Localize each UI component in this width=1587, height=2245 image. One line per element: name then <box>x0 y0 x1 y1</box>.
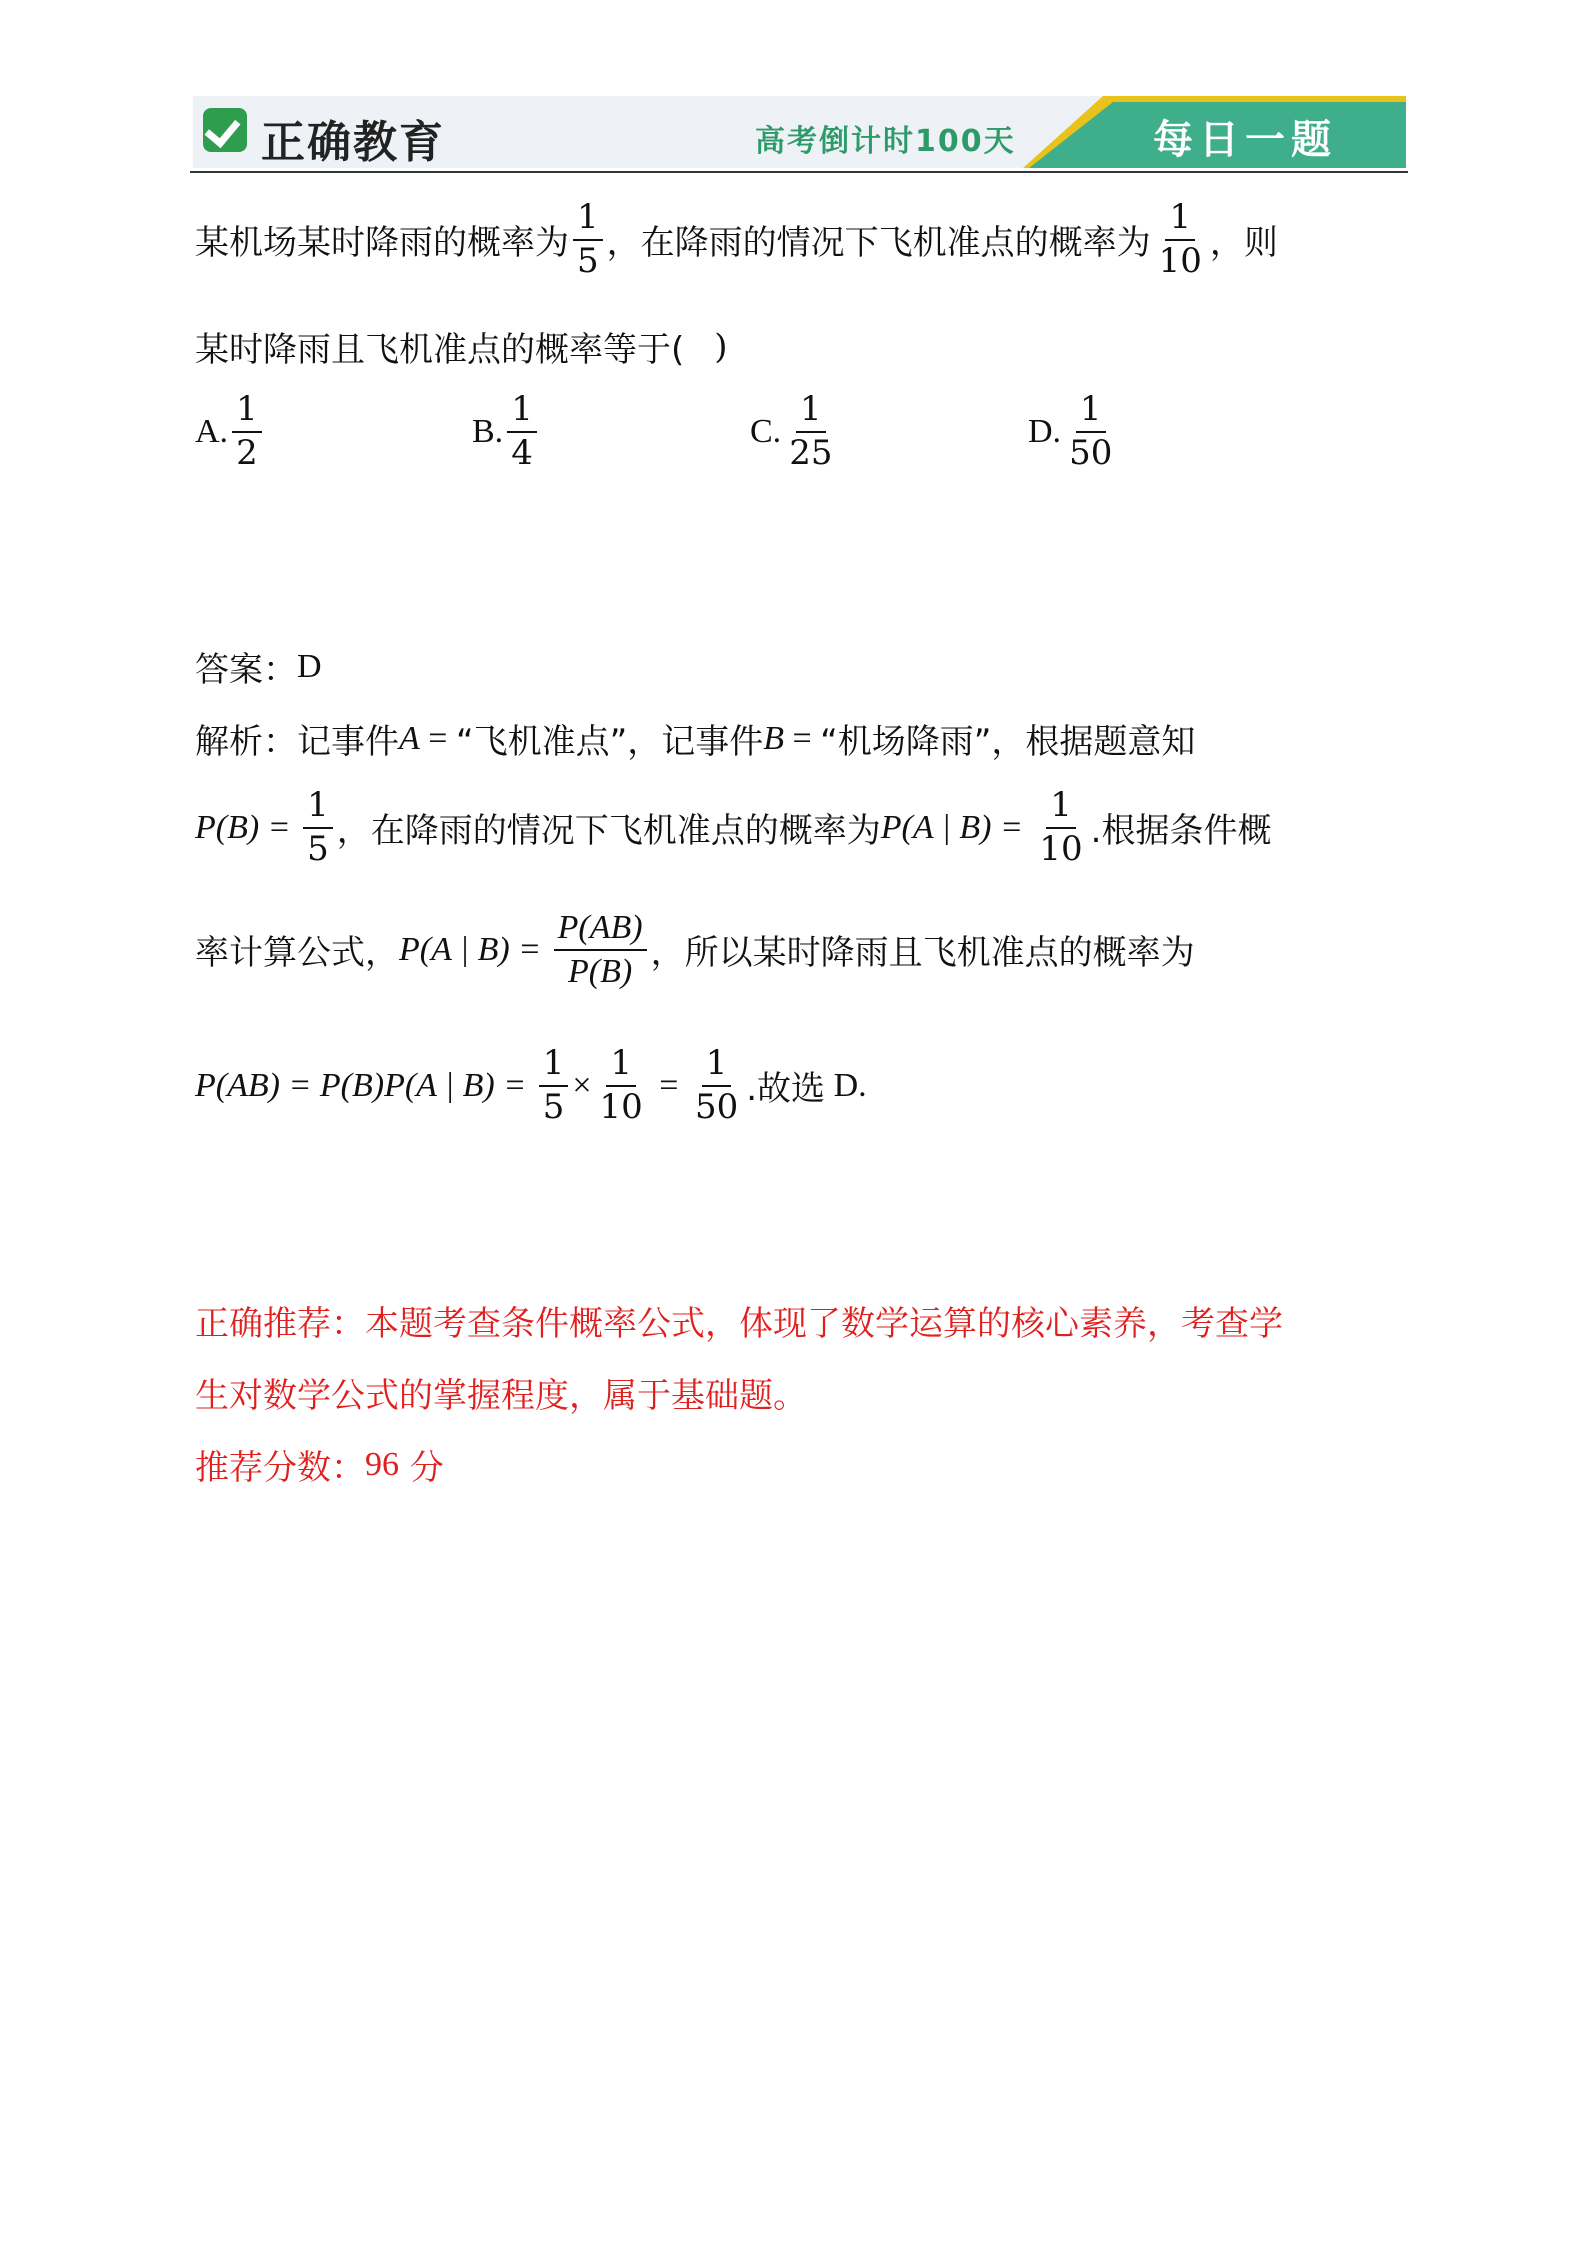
analysis-text: “机场降雨”，根据题意知 <box>820 722 1196 762</box>
question-text: ，在降雨的情况下飞机准点的概率为 <box>606 223 1151 264</box>
answer-line <box>195 642 322 691</box>
option-d: D. $\frac{1}{50}$ <box>1028 389 1113 473</box>
question-text: 某时降雨且飞机准点的概率等于( <box>195 330 685 370</box>
question-text: ，则 <box>1209 223 1278 264</box>
question-text: 某机场某时降雨的概率为 <box>195 223 569 264</box>
math-var: B <box>763 719 784 757</box>
fraction: $\frac{1}{10}$ <box>1158 197 1202 281</box>
recommend-line-1: 正确推荐：本题考查条件概率公式，体现了数学运算的核心素养，考查学 <box>195 1304 1283 1344</box>
fraction: $\frac{1}{5}$ <box>303 788 333 867</box>
daily-question-title: 每日一题 <box>1153 117 1337 163</box>
analysis-text: 率计算公式， <box>195 933 399 974</box>
answer-value: D <box>297 647 322 685</box>
score-line <box>195 1440 444 1489</box>
fraction: $\frac{1}{10}$ <box>599 1043 643 1127</box>
header-divider <box>190 171 1408 173</box>
analysis-line-2 <box>195 785 1272 869</box>
analysis-line-4: P(AB) = P(B)P(A | B) = $\frac{1}{5}$ × $\frac{1}{10}$ = $\frac{1}{50}$ .故选 D. <box>195 1043 867 1127</box>
score-label: 推荐分数： <box>195 1448 365 1488</box>
fraction: $\frac{1}{50}$ <box>694 1043 739 1127</box>
math-expr: P(A | B) = <box>399 930 550 968</box>
score-value: 96 <box>365 1445 399 1483</box>
math-expr: P(B) = <box>195 808 300 846</box>
options <box>195 389 1195 492</box>
analysis-text: ，在降雨的情况下飞机准点的概率为 <box>336 811 881 852</box>
analysis-line-1: 解析：记事件 A = “飞机准点”，记事件 B = “机场降雨”，根据题意知 <box>195 714 1195 763</box>
fraction: $\frac{1}{5}$ <box>573 200 603 279</box>
math-expr: P(A | B) = <box>880 808 1032 846</box>
math-var: A <box>399 719 420 757</box>
fraction: $\frac{P(AB)}{P(B)}$ <box>554 910 647 989</box>
analysis-text: D. <box>825 1066 867 1104</box>
check-logo-icon <box>203 108 247 152</box>
countdown-text: 高考倒计时100天 <box>755 124 1016 159</box>
analysis-text: 解析：记事件 <box>195 722 399 762</box>
analysis-text: “飞机准点”，记事件 <box>455 722 764 762</box>
header-banner <box>193 96 1406 168</box>
question-line-1 <box>195 197 1278 281</box>
brand-logo-text: 正确教育 <box>261 117 445 168</box>
analysis-text: .故选 <box>746 1069 826 1110</box>
recommend-line-2: 生对数学公式的掌握程度，属于基础题。 <box>195 1376 807 1416</box>
analysis-line-3 <box>195 910 1195 989</box>
times-sign: × <box>572 1066 592 1104</box>
answer-label: 答案： <box>195 650 297 690</box>
option-b: B. $\frac{1}{4}$ <box>472 392 541 471</box>
analysis-text: .根据条件概 <box>1090 811 1272 852</box>
score-unit: 分 <box>399 1448 444 1488</box>
option-a: A. $\frac{1}{2}$ <box>195 392 266 471</box>
fraction: $\frac{1}{10}$ <box>1039 785 1083 869</box>
question-text: ) <box>714 326 728 367</box>
question-line-2 <box>195 322 728 371</box>
analysis-text: ，所以某时降雨且飞机准点的概率为 <box>650 933 1195 974</box>
fraction: $\frac{1}{5}$ <box>539 1046 569 1125</box>
option-c: C. $\frac{1}{25}$ <box>750 389 833 473</box>
math-expr: P(AB) = P(B)P(A | B) = <box>195 1066 535 1104</box>
